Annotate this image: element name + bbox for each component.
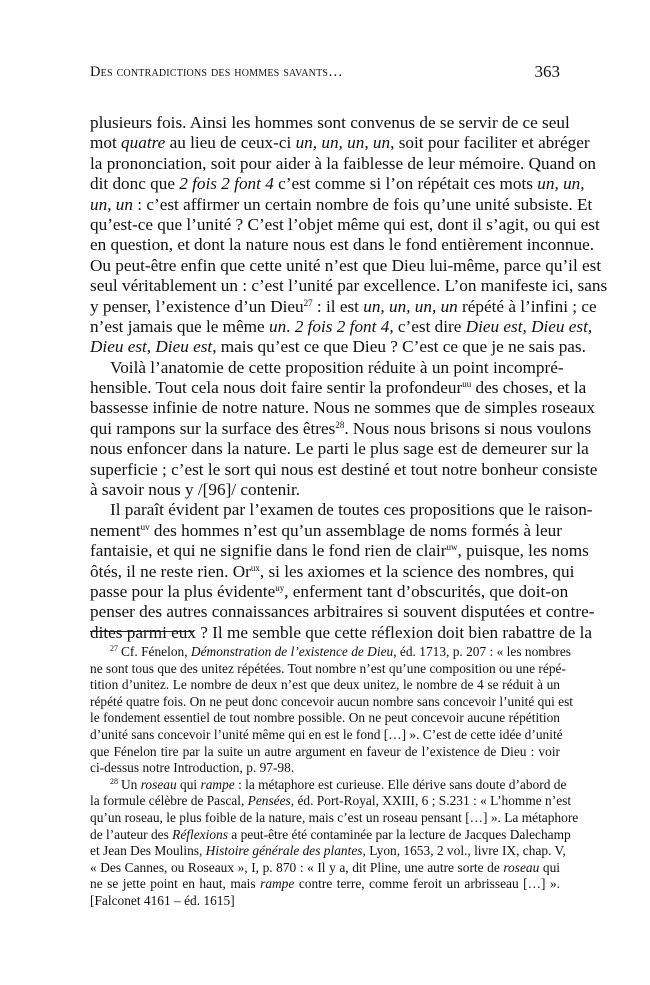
footnote-line: de l’auteur des Réflexions a peut-être été contaminée par la lecture de Jacques Dalechamp [90, 826, 571, 842]
text-line: dites parmi eux ? Il me semble que cette réflexion doit bien rabattre de la [90, 622, 593, 642]
text-line: qu’est-ce que l’unité ? C’est l’objet même qui est, dont il s’agit, ou qui est [90, 214, 600, 234]
text-line: passe pour la plus évidente$^{uy}$, enferment tant d’obscurités, que doit-on [90, 581, 569, 601]
footnote-28: $^{28}$ Un roseau qui rampe : la métaphore est curieuse. Elle dérive sans doute d’abord de [110, 776, 567, 792]
text-line: nous enfoncer dans la nature. Le parti le plus sage est de demeurer sur la [90, 439, 589, 459]
footnote-ref-27[interactable]: 27 [303, 297, 313, 308]
footnote-27: $^{27}$ Cf. Fénelon, Démonstration de l’existence de Dieu, éd. 1713, p. 207 : « les nombres [110, 644, 571, 659]
text-line: Il paraît évident par l’examen de toutes ces propositions que le raison- [110, 500, 593, 520]
note-ref-ux[interactable]: ux [250, 562, 260, 573]
note-ref-uv[interactable]: uv [140, 521, 150, 532]
text-line: bassesse infinie de notre nature. Nous ne sommes que de simples roseaux [90, 398, 596, 418]
text-line: fantaisie, et qui ne signifie dans le fond rien de clair$^{uw}$, puisque, les noms [90, 541, 589, 561]
footnote-line: répété quatre fois. On ne peut donc concevoir aucun nombre sans concevoir l’unité qui est [90, 693, 574, 709]
text-line: à savoir nous y /[96]/ contenir. [90, 480, 301, 500]
footnotes [90, 644, 579, 910]
text-line: y penser, l’existence d’un Dieu$^{27}$ : il est un, un, un, un répété à l’infini ; ce [90, 296, 597, 316]
running-head-title: Des contradictions des hommes savants… [90, 64, 343, 80]
footnote-line: et Jean Des Moulins, Histoire générale des plantes, Lyon, 1653, 2 vol., livre IX, chap. V, [90, 843, 566, 859]
text-line: un, un : c’est affirmer un certain nombre de fois qu’une unité subsiste. Et [90, 194, 593, 214]
text-line: Voilà l’anatomie de cette proposition réduite à un point incompré- [110, 357, 564, 377]
text-line: plusieurs fois. Ainsi les hommes sont convenus de se servir de ce seul [90, 113, 570, 132]
text-line: n’est jamais que le même un. 2 fois 2 font 4, c’est dire Dieu est, Dieu est, [90, 316, 593, 336]
footnote-line: d’unité sans concevoir l’unité même qui en est le fond […] ». C’est de cette idée d’unité [90, 726, 563, 742]
footnote-line: « Des Cannes, ou Roseaux », I, p. 870 : « Il y a, dit Pline, une autre sorte de roseau qui [90, 859, 560, 875]
footnote-line: ne se jette point en haut, mais rampe contre terre, comme feroit un arbrisseau […] ». [90, 876, 560, 892]
text-line: la prononciation, soit pour aider à la faiblesse de leur mémoire. Quand on [90, 153, 596, 173]
page-number: 363 [534, 62, 560, 81]
footnote-line: que Fénelon tire par la suite un autre argument en faveur de l’existence de Dieu : voir [90, 743, 560, 759]
footnote-line: ci-dessus notre Introduction, p. 97-98. [90, 760, 295, 776]
running-head [90, 62, 560, 84]
text-line: qui rampons sur la surface des êtres$^{28}$. Nous nous brisons si nous voulons [90, 418, 592, 438]
text-line: Ou peut-être enfin que cette unité n’est que Dieu lui-même, parce qu’il est [90, 255, 602, 275]
text-line: penser des autres connaissances arbitraires si souvent disputées et contre- [90, 602, 595, 622]
footnote-line: tition d’unitez. Le nombre de deux n’est que deux unitez, le nombre de 4 se réduit à un [90, 677, 560, 693]
text-line: nement$^{uv}$ des hommes n’est qu’un assemblage de noms formés à leur [90, 520, 562, 540]
footnote-line: le fondement essentiel de tout nombre possible. On ne peut concevoir aucune répétition [90, 710, 560, 726]
footnote-line: ne sont tous que des unitez répétées. Tout nombre n’est qu’une composition ou une répé- [90, 660, 566, 676]
footnote-separator [90, 631, 194, 632]
footnote-line: la formule célèbre de Pascal, Pensées, éd. Port-Royal, XXIII, 6 ; S.231 : « L’homme n’est [90, 793, 572, 809]
text-line: dit donc que 2 fois 2 font 4 c’est comme si l’on répétait ces mots un, un, [90, 174, 585, 194]
note-ref-uu[interactable]: uu [462, 379, 472, 390]
text-line: ôtés, il ne reste rien. $Or^{ux}$, si les axiomes et la science des nombres, qui [90, 561, 575, 581]
text-line: superficie ; c’est le sort qui nous est destiné et tout notre bonheur consiste [90, 459, 598, 479]
text-line: hensible. Tout cela nous doit faire sentir la profondeur$^{uu}$ des choses, et la [90, 378, 587, 398]
main-text [90, 113, 608, 643]
text-line: seul véritablement un : c’est l’unité par excellence. L’on manifeste ici, sans [90, 276, 608, 296]
note-ref-uy[interactable]: uy [275, 582, 285, 593]
note-ref-uw[interactable]: uw [446, 542, 458, 553]
text-line: mot quatre au lieu de ceux-ci un, un, un, un, soit pour faciliter et abréger [90, 133, 590, 153]
text-line: Dieu est, Dieu est, mais qu’est ce que Dieu ? C’est ce que je ne sais pas. [90, 337, 586, 357]
footnote-line: qu’un roseau, le plus foible de la nature, mais c’est un roseau pensant […] ». La métaphore [90, 809, 579, 825]
footnote-ref-28[interactable]: 28 [335, 419, 345, 430]
text-line: en question, et dont la nature nous est dans le fond entièrement inconnue. [90, 235, 595, 255]
footnote-line: [Falconet 4161 – éd. 1615] [90, 892, 235, 908]
